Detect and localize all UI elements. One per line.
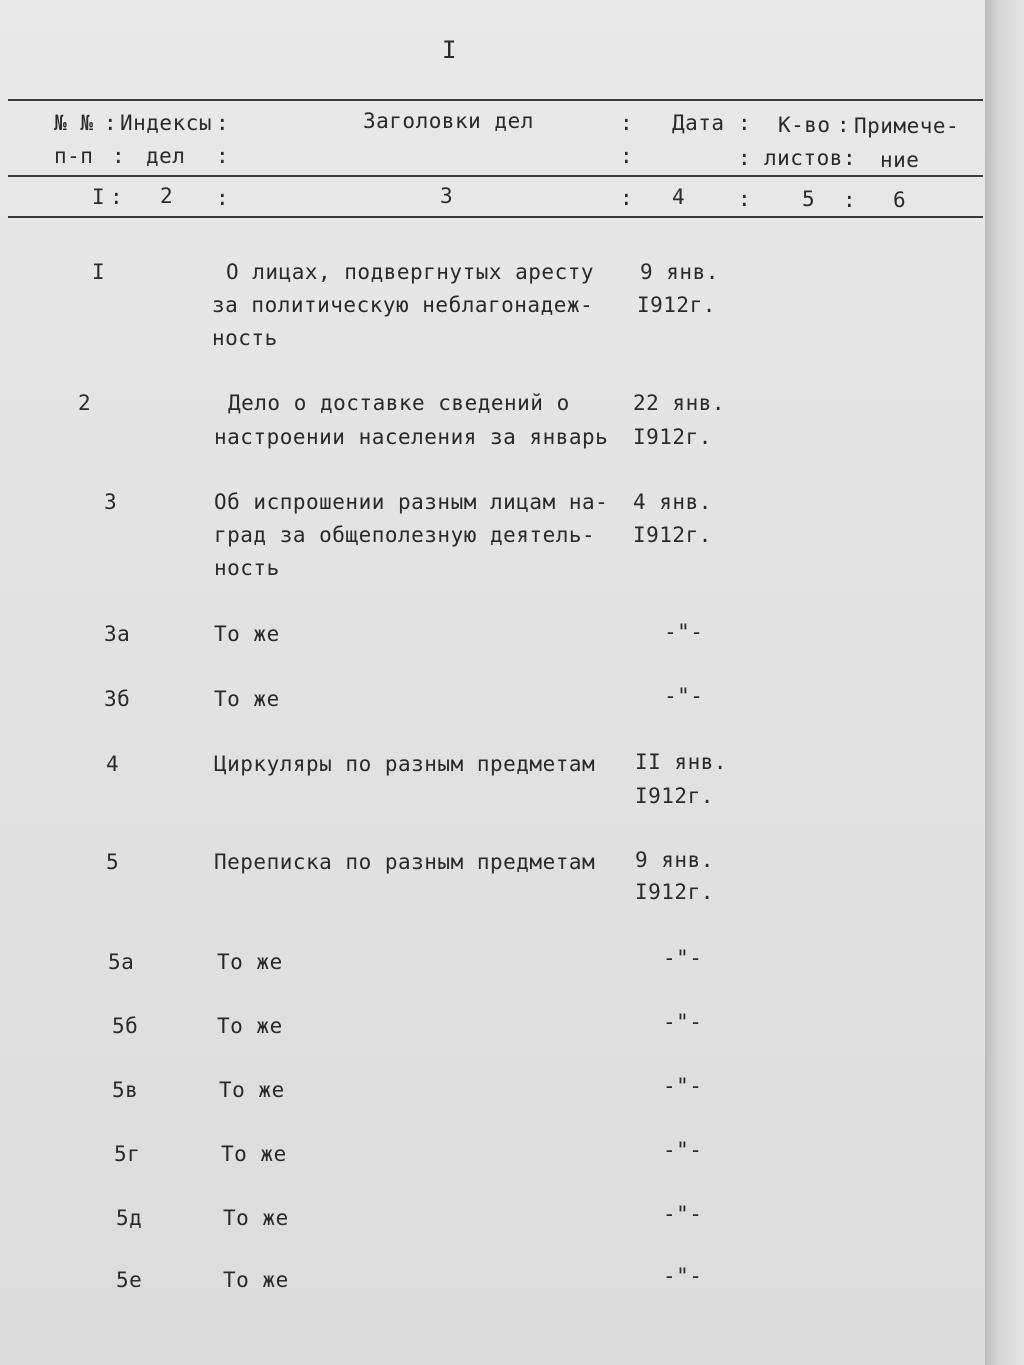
row-title-line: То же xyxy=(214,622,280,646)
row-date-line: 4 янв. xyxy=(633,490,712,514)
row-title-line: То же xyxy=(217,950,283,974)
row-number: 5е xyxy=(116,1268,143,1292)
header-separator: : xyxy=(112,144,126,168)
row-title-line: То же xyxy=(219,1078,285,1102)
header-separator: : xyxy=(620,144,634,168)
row-title-line: ность xyxy=(212,326,278,350)
row-title-line: Об испрошении разным лицам на- xyxy=(214,490,609,514)
row-date-ditto: -"- xyxy=(663,1202,703,1226)
col-number-1: I xyxy=(92,185,106,209)
row-title-line: То же xyxy=(223,1268,289,1292)
header-separator: : xyxy=(738,111,752,135)
header-separator: : xyxy=(620,111,634,135)
row-title-line: Переписка по разным предметам xyxy=(214,850,596,874)
header-col6-line2: ние xyxy=(880,148,920,172)
header-col5-line1: К-во xyxy=(778,113,831,137)
row-title-line: настроении населения за январь xyxy=(214,425,609,449)
header-top-rule xyxy=(8,99,983,101)
header-col1-line2: п-п xyxy=(54,144,94,168)
row-date-ditto: -"- xyxy=(664,620,704,644)
header-separator: : xyxy=(216,186,230,210)
header-separator: : xyxy=(837,113,851,137)
header-separator: : xyxy=(110,185,124,209)
header-separator: : xyxy=(738,146,752,170)
header-col4-line1: Дата xyxy=(672,111,725,135)
row-date-line: I912г. xyxy=(635,784,714,808)
row-number: 3б xyxy=(104,687,131,711)
row-title-line: Дело о доставке сведений о xyxy=(228,391,570,415)
page-number: I xyxy=(442,36,457,64)
row-title-line: град за общеполезную деятель- xyxy=(214,523,596,547)
row-title-line: То же xyxy=(217,1014,283,1038)
row-date-line: 9 янв. xyxy=(640,260,719,284)
header-separator: : xyxy=(216,144,230,168)
row-date-ditto: -"- xyxy=(664,684,704,708)
row-title-line: за политическую неблагонадеж- xyxy=(212,293,594,317)
header-col5-line2: листов xyxy=(764,146,843,170)
header-separator: : xyxy=(620,186,634,210)
row-date-line: I912г. xyxy=(633,523,712,547)
row-number: 3а xyxy=(104,622,131,646)
paper-edge-shadow xyxy=(985,0,1024,1365)
header-separator: : xyxy=(104,111,118,135)
header-col3-line1: Заголовки дел xyxy=(363,109,534,133)
row-title-line: ность xyxy=(214,556,280,580)
col-number-6: 6 xyxy=(893,188,907,212)
row-number: 5а xyxy=(108,950,135,974)
row-number: 5г xyxy=(114,1142,141,1166)
row-date-ditto: -"- xyxy=(663,1264,703,1288)
header-middle-rule xyxy=(8,175,983,177)
row-number: 5 xyxy=(106,850,120,874)
row-date-ditto: -"- xyxy=(663,1138,703,1162)
row-number: 4 xyxy=(106,752,120,776)
row-date-ditto: -"- xyxy=(663,1010,703,1034)
header-col1-line1: № № xyxy=(54,111,94,135)
row-date-ditto: -"- xyxy=(663,946,703,970)
col-number-3: 3 xyxy=(440,184,454,208)
header-separator: : xyxy=(738,187,752,211)
row-title-line: О лицах, подвергнутых аресту xyxy=(226,260,595,284)
header-col2-line2: дел xyxy=(146,144,186,168)
row-date-line: II янв. xyxy=(635,750,728,774)
row-title-line: Циркуляры по разным предметам xyxy=(214,752,596,776)
row-number: 5б xyxy=(112,1014,139,1038)
row-number: I xyxy=(92,260,106,284)
header-separator: : xyxy=(843,146,857,170)
row-number: 2 xyxy=(78,391,92,415)
row-date-ditto: -"- xyxy=(663,1074,703,1098)
col-number-4: 4 xyxy=(672,185,686,209)
row-number: 5в xyxy=(112,1078,139,1102)
row-date-line: 22 янв. xyxy=(633,391,726,415)
row-title-line: То же xyxy=(221,1142,287,1166)
header-separator: : xyxy=(216,111,230,135)
header-separator: : xyxy=(843,188,857,212)
row-number: 5д xyxy=(116,1206,143,1230)
col-number-5: 5 xyxy=(802,187,816,211)
row-number: 3 xyxy=(104,490,118,514)
row-date-line: I912г. xyxy=(633,425,712,449)
header-col6-line1: Примече- xyxy=(854,114,960,138)
row-date-line: I912г. xyxy=(635,880,714,904)
row-date-line: I912г. xyxy=(637,293,716,317)
col-number-2: 2 xyxy=(160,184,174,208)
row-title-line: То же xyxy=(223,1206,289,1230)
row-title-line: То же xyxy=(214,687,280,711)
header-col2-line1: Индексы xyxy=(120,111,213,135)
header-bottom-rule xyxy=(8,216,983,218)
row-date-line: 9 янв. xyxy=(635,848,714,872)
